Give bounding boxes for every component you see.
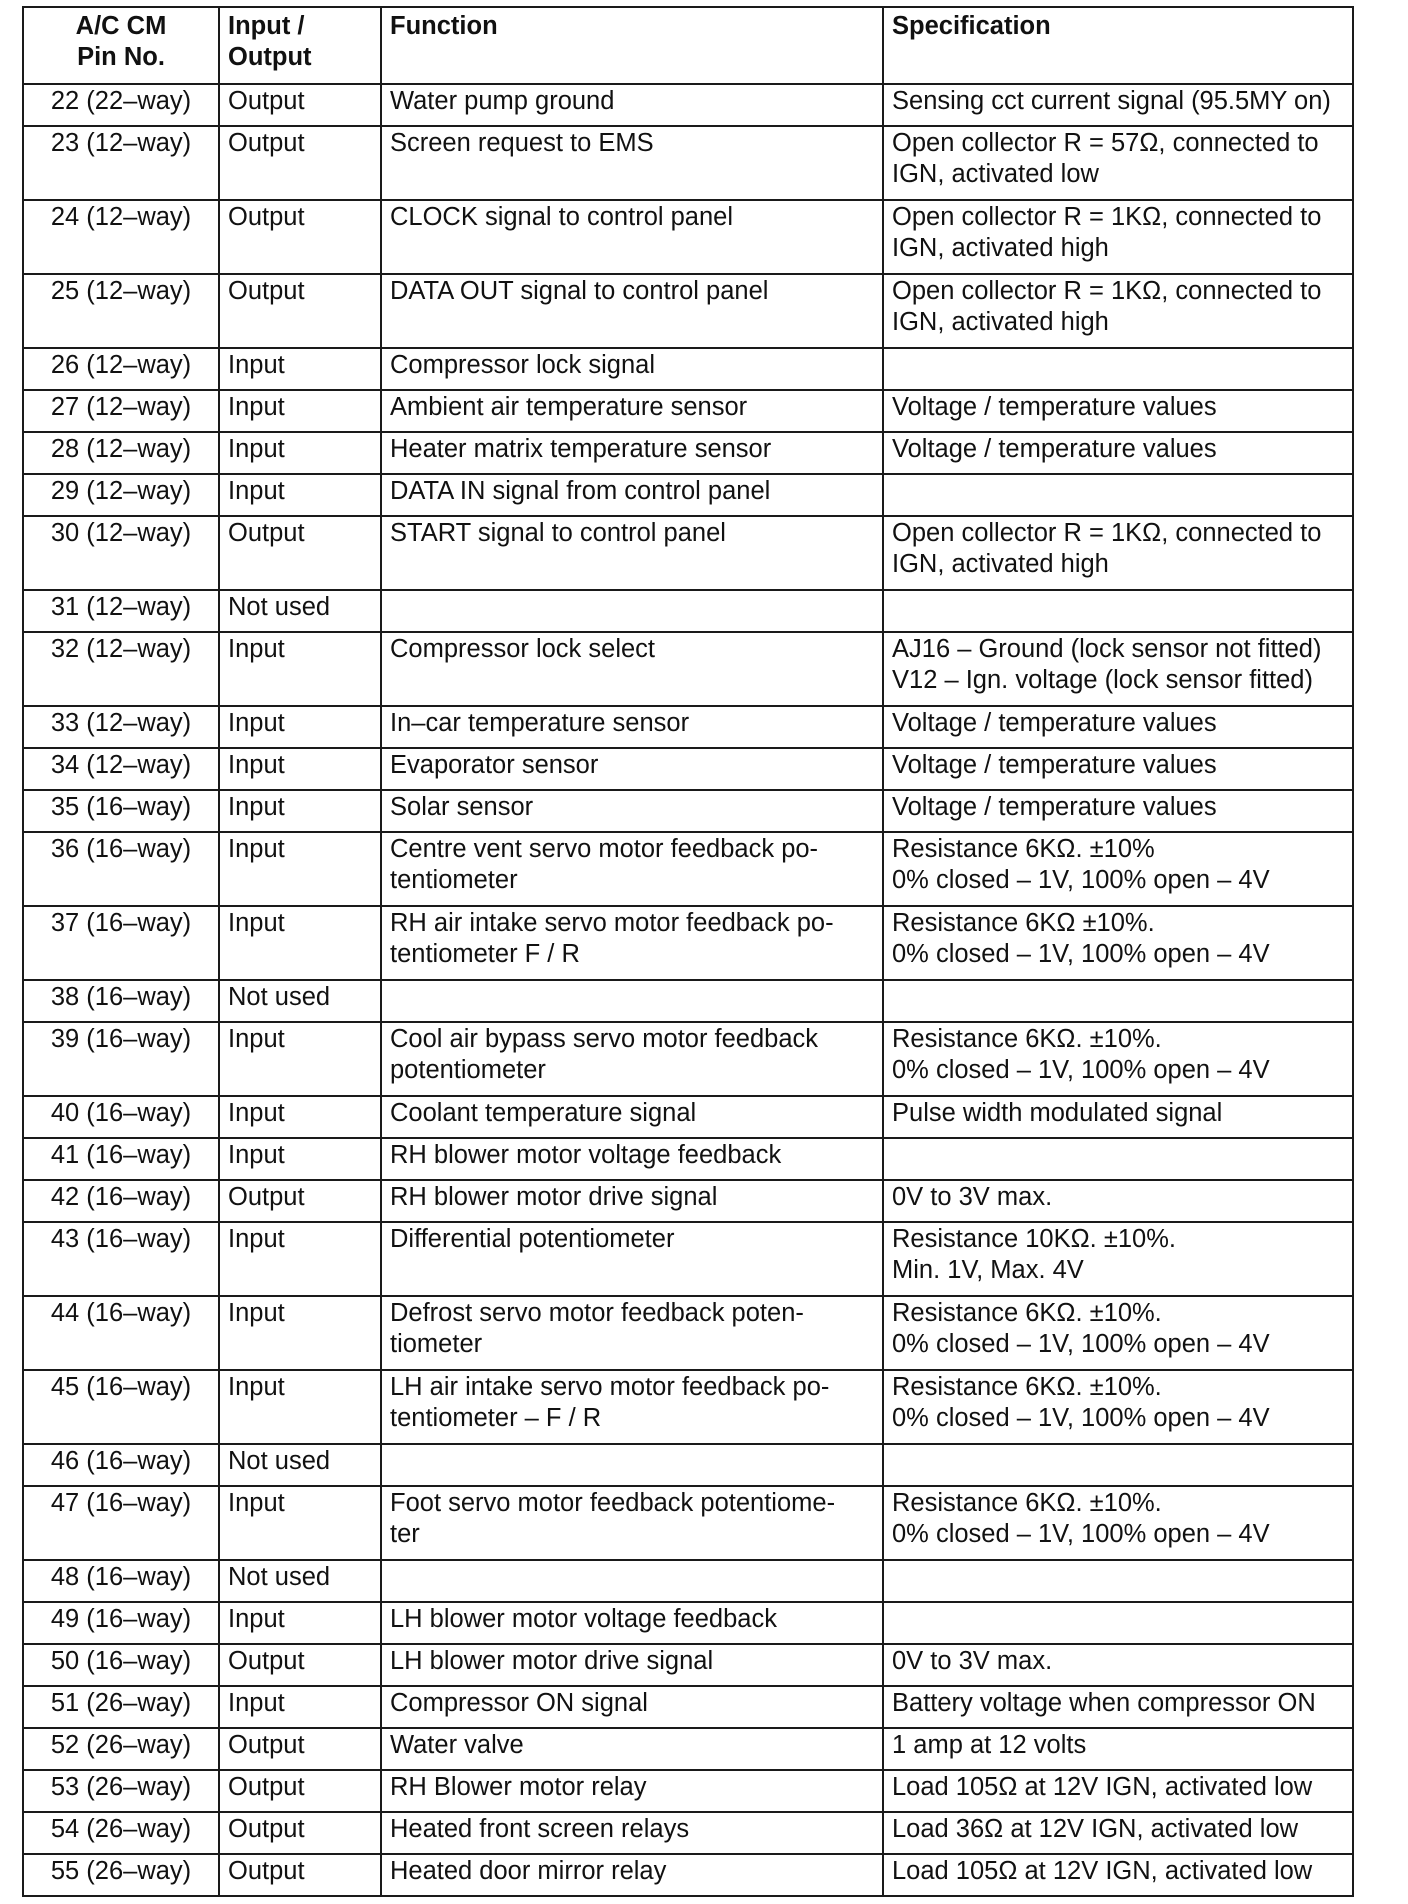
- function-cell: DATA OUT signal to control panel: [381, 274, 883, 348]
- spec-cell: Voltage / temperature values: [883, 706, 1353, 748]
- function-cell: Differential potentiometer: [381, 1222, 883, 1296]
- function-cell: Evaporator sensor: [381, 748, 883, 790]
- pin-cell: 33 (12–way): [23, 706, 219, 748]
- io-cell: Input: [219, 1138, 381, 1180]
- pin-cell: 27 (12–way): [23, 390, 219, 432]
- spec-cell: 0V to 3V max.: [883, 1644, 1353, 1686]
- io-cell: Output: [219, 1770, 381, 1812]
- spec-cell: AJ16 – Ground (lock sensor not fitted) V12 – Ign. voltage (lock sensor fitted): [883, 632, 1353, 706]
- spec-cell: Sensing cct current signal (95.5MY on): [883, 84, 1353, 126]
- function-cell: RH air intake servo motor feedback po- tentiometer F / R: [381, 906, 883, 980]
- pin-cell: 53 (26–way): [23, 1770, 219, 1812]
- function-cell: [381, 980, 883, 1022]
- table-row: [23, 1370, 1353, 1444]
- io-cell: Output: [219, 1854, 381, 1896]
- io-cell: Output: [219, 516, 381, 590]
- function-cell: [381, 1560, 883, 1602]
- io-cell: Input: [219, 474, 381, 516]
- spec-cell: [883, 1444, 1353, 1486]
- spec-cell: Voltage / temperature values: [883, 390, 1353, 432]
- io-cell: Input: [219, 706, 381, 748]
- header-input-output: Input / Output: [219, 7, 381, 84]
- pin-cell: 29 (12–way): [23, 474, 219, 516]
- spec-cell: Resistance 10KΩ. ±10%. Min. 1V, Max. 4V: [883, 1222, 1353, 1296]
- spec-cell: Open collector R = 1KΩ, connected to IGN, activated high: [883, 516, 1353, 590]
- table-row: [23, 1770, 1353, 1812]
- table-row: [23, 516, 1353, 590]
- io-cell: Output: [219, 1728, 381, 1770]
- io-cell: Input: [219, 906, 381, 980]
- pin-cell: 28 (12–way): [23, 432, 219, 474]
- table-row: [23, 348, 1353, 390]
- header-specification: Specification: [883, 7, 1353, 84]
- function-cell: CLOCK signal to control panel: [381, 200, 883, 274]
- pin-cell: 44 (16–way): [23, 1296, 219, 1370]
- table-row: [23, 1486, 1353, 1560]
- pin-cell: 47 (16–way): [23, 1486, 219, 1560]
- pin-cell: 35 (16–way): [23, 790, 219, 832]
- spec-cell: Load 105Ω at 12V IGN, activated low: [883, 1770, 1353, 1812]
- table-row: [23, 748, 1353, 790]
- pin-cell: 34 (12–way): [23, 748, 219, 790]
- pin-cell: 51 (26–way): [23, 1686, 219, 1728]
- function-cell: Centre vent servo motor feedback po- tentiometer: [381, 832, 883, 906]
- table-row: [23, 790, 1353, 832]
- pin-cell: 37 (16–way): [23, 906, 219, 980]
- table-row: [23, 590, 1353, 632]
- header-pin-number: A/C CM Pin No.: [23, 7, 219, 84]
- table-row: [23, 1854, 1353, 1896]
- table-row: [23, 632, 1353, 706]
- function-cell: In–car temperature sensor: [381, 706, 883, 748]
- io-cell: Output: [219, 126, 381, 200]
- function-cell: Heated front screen relays: [381, 1812, 883, 1854]
- function-cell: LH blower motor drive signal: [381, 1644, 883, 1686]
- io-cell: Input: [219, 432, 381, 474]
- function-cell: LH air intake servo motor feedback po- tentiometer – F / R: [381, 1370, 883, 1444]
- pin-cell: 46 (16–way): [23, 1444, 219, 1486]
- pin-cell: 40 (16–way): [23, 1096, 219, 1138]
- table-row: [23, 832, 1353, 906]
- io-cell: Input: [219, 632, 381, 706]
- spec-cell: [883, 980, 1353, 1022]
- spec-cell: Resistance 6KΩ. ±10%. 0% closed – 1V, 100% open – 4V: [883, 1370, 1353, 1444]
- pin-cell: 24 (12–way): [23, 200, 219, 274]
- pin-cell: 41 (16–way): [23, 1138, 219, 1180]
- function-cell: Compressor lock signal: [381, 348, 883, 390]
- pin-cell: 39 (16–way): [23, 1022, 219, 1096]
- function-cell: Ambient air temperature sensor: [381, 390, 883, 432]
- io-cell: Output: [219, 274, 381, 348]
- spec-cell: Resistance 6KΩ. ±10%. 0% closed – 1V, 100% open – 4V: [883, 1022, 1353, 1096]
- table-row: [23, 1138, 1353, 1180]
- io-cell: Not used: [219, 1560, 381, 1602]
- table-row: [23, 84, 1353, 126]
- pin-cell: 49 (16–way): [23, 1602, 219, 1644]
- function-cell: Heater matrix temperature sensor: [381, 432, 883, 474]
- pin-cell: 48 (16–way): [23, 1560, 219, 1602]
- header-function: Function: [381, 7, 883, 84]
- spec-cell: Pulse width modulated signal: [883, 1096, 1353, 1138]
- function-cell: RH blower motor drive signal: [381, 1180, 883, 1222]
- function-cell: [381, 590, 883, 632]
- table-row: [23, 1728, 1353, 1770]
- spec-cell: 0V to 3V max.: [883, 1180, 1353, 1222]
- table-row: [23, 980, 1353, 1022]
- io-cell: Input: [219, 348, 381, 390]
- spec-cell: 1 amp at 12 volts: [883, 1728, 1353, 1770]
- table-row: [23, 1296, 1353, 1370]
- pin-cell: 26 (12–way): [23, 348, 219, 390]
- io-cell: Input: [219, 1686, 381, 1728]
- spec-cell: Voltage / temperature values: [883, 790, 1353, 832]
- spec-cell: [883, 474, 1353, 516]
- table-row: [23, 474, 1353, 516]
- function-cell: Defrost servo motor feedback poten- tiometer: [381, 1296, 883, 1370]
- pin-cell: 42 (16–way): [23, 1180, 219, 1222]
- table-row: [23, 906, 1353, 980]
- spec-cell: Load 36Ω at 12V IGN, activated low: [883, 1812, 1353, 1854]
- pin-cell: 43 (16–way): [23, 1222, 219, 1296]
- table-row: [23, 390, 1353, 432]
- spec-cell: Battery voltage when compressor ON: [883, 1686, 1353, 1728]
- io-cell: Input: [219, 1096, 381, 1138]
- function-cell: START signal to control panel: [381, 516, 883, 590]
- pin-cell: 36 (16–way): [23, 832, 219, 906]
- table-row: [23, 1096, 1353, 1138]
- pin-cell: 31 (12–way): [23, 590, 219, 632]
- spec-cell: Resistance 6KΩ. ±10%. 0% closed – 1V, 100% open – 4V: [883, 1486, 1353, 1560]
- table-body: [23, 84, 1353, 1896]
- function-cell: Compressor lock select: [381, 632, 883, 706]
- io-cell: Input: [219, 1222, 381, 1296]
- function-cell: Foot servo motor feedback potentiome- ter: [381, 1486, 883, 1560]
- pin-table-sheet: [22, 6, 1352, 1897]
- table-row: [23, 1602, 1353, 1644]
- table-row: [23, 432, 1353, 474]
- pin-function-table: [22, 6, 1354, 1897]
- io-cell: Input: [219, 390, 381, 432]
- spec-cell: Resistance 6KΩ. ±10%. 0% closed – 1V, 100% open – 4V: [883, 1296, 1353, 1370]
- io-cell: Input: [219, 1602, 381, 1644]
- pin-cell: 23 (12–way): [23, 126, 219, 200]
- table-header-row: [23, 7, 1353, 84]
- io-cell: Output: [219, 1812, 381, 1854]
- table-row: [23, 1686, 1353, 1728]
- pin-cell: 54 (26–way): [23, 1812, 219, 1854]
- table-row: [23, 1180, 1353, 1222]
- table-row: [23, 200, 1353, 274]
- io-cell: Input: [219, 1486, 381, 1560]
- spec-cell: Resistance 6KΩ. ±10% 0% closed – 1V, 100% open – 4V: [883, 832, 1353, 906]
- function-cell: LH blower motor voltage feedback: [381, 1602, 883, 1644]
- io-cell: Input: [219, 790, 381, 832]
- pin-cell: 55 (26–way): [23, 1854, 219, 1896]
- pin-cell: 52 (26–way): [23, 1728, 219, 1770]
- table-row: [23, 1222, 1353, 1296]
- io-cell: Not used: [219, 1444, 381, 1486]
- table-row: [23, 1444, 1353, 1486]
- function-cell: Solar sensor: [381, 790, 883, 832]
- io-cell: Output: [219, 84, 381, 126]
- table-row: [23, 1022, 1353, 1096]
- pin-cell: 25 (12–way): [23, 274, 219, 348]
- function-cell: Compressor ON signal: [381, 1686, 883, 1728]
- table-row: [23, 126, 1353, 200]
- spec-cell: Load 105Ω at 12V IGN, activated low: [883, 1854, 1353, 1896]
- spec-cell: Open collector R = 1KΩ, connected to IGN, activated high: [883, 274, 1353, 348]
- table-row: [23, 1644, 1353, 1686]
- spec-cell: [883, 590, 1353, 632]
- io-cell: Input: [219, 1022, 381, 1096]
- table-row: [23, 706, 1353, 748]
- spec-cell: [883, 348, 1353, 390]
- spec-cell: [883, 1602, 1353, 1644]
- spec-cell: Voltage / temperature values: [883, 748, 1353, 790]
- spec-cell: Open collector R = 1KΩ, connected to IGN, activated high: [883, 200, 1353, 274]
- spec-cell: Open collector R = 57Ω, connected to IGN, activated low: [883, 126, 1353, 200]
- function-cell: Water valve: [381, 1728, 883, 1770]
- spec-cell: [883, 1138, 1353, 1180]
- pin-cell: 30 (12–way): [23, 516, 219, 590]
- io-cell: Not used: [219, 590, 381, 632]
- spec-cell: [883, 1560, 1353, 1602]
- function-cell: [381, 1444, 883, 1486]
- function-cell: Coolant temperature signal: [381, 1096, 883, 1138]
- io-cell: Input: [219, 748, 381, 790]
- pin-cell: 22 (22–way): [23, 84, 219, 126]
- function-cell: Heated door mirror relay: [381, 1854, 883, 1896]
- pin-cell: 50 (16–way): [23, 1644, 219, 1686]
- io-cell: Not used: [219, 980, 381, 1022]
- io-cell: Input: [219, 1370, 381, 1444]
- function-cell: RH Blower motor relay: [381, 1770, 883, 1812]
- table-row: [23, 1560, 1353, 1602]
- table-row: [23, 1812, 1353, 1854]
- io-cell: Input: [219, 1296, 381, 1370]
- spec-cell: Resistance 6KΩ ±10%. 0% closed – 1V, 100% open – 4V: [883, 906, 1353, 980]
- function-cell: DATA IN signal from control panel: [381, 474, 883, 516]
- pin-cell: 45 (16–way): [23, 1370, 219, 1444]
- io-cell: Output: [219, 1180, 381, 1222]
- table-row: [23, 274, 1353, 348]
- pin-cell: 38 (16–way): [23, 980, 219, 1022]
- io-cell: Input: [219, 832, 381, 906]
- function-cell: RH blower motor voltage feedback: [381, 1138, 883, 1180]
- io-cell: Output: [219, 1644, 381, 1686]
- function-cell: Screen request to EMS: [381, 126, 883, 200]
- function-cell: Cool air bypass servo motor feedback potentiometer: [381, 1022, 883, 1096]
- pin-cell: 32 (12–way): [23, 632, 219, 706]
- function-cell: Water pump ground: [381, 84, 883, 126]
- spec-cell: Voltage / temperature values: [883, 432, 1353, 474]
- io-cell: Output: [219, 200, 381, 274]
